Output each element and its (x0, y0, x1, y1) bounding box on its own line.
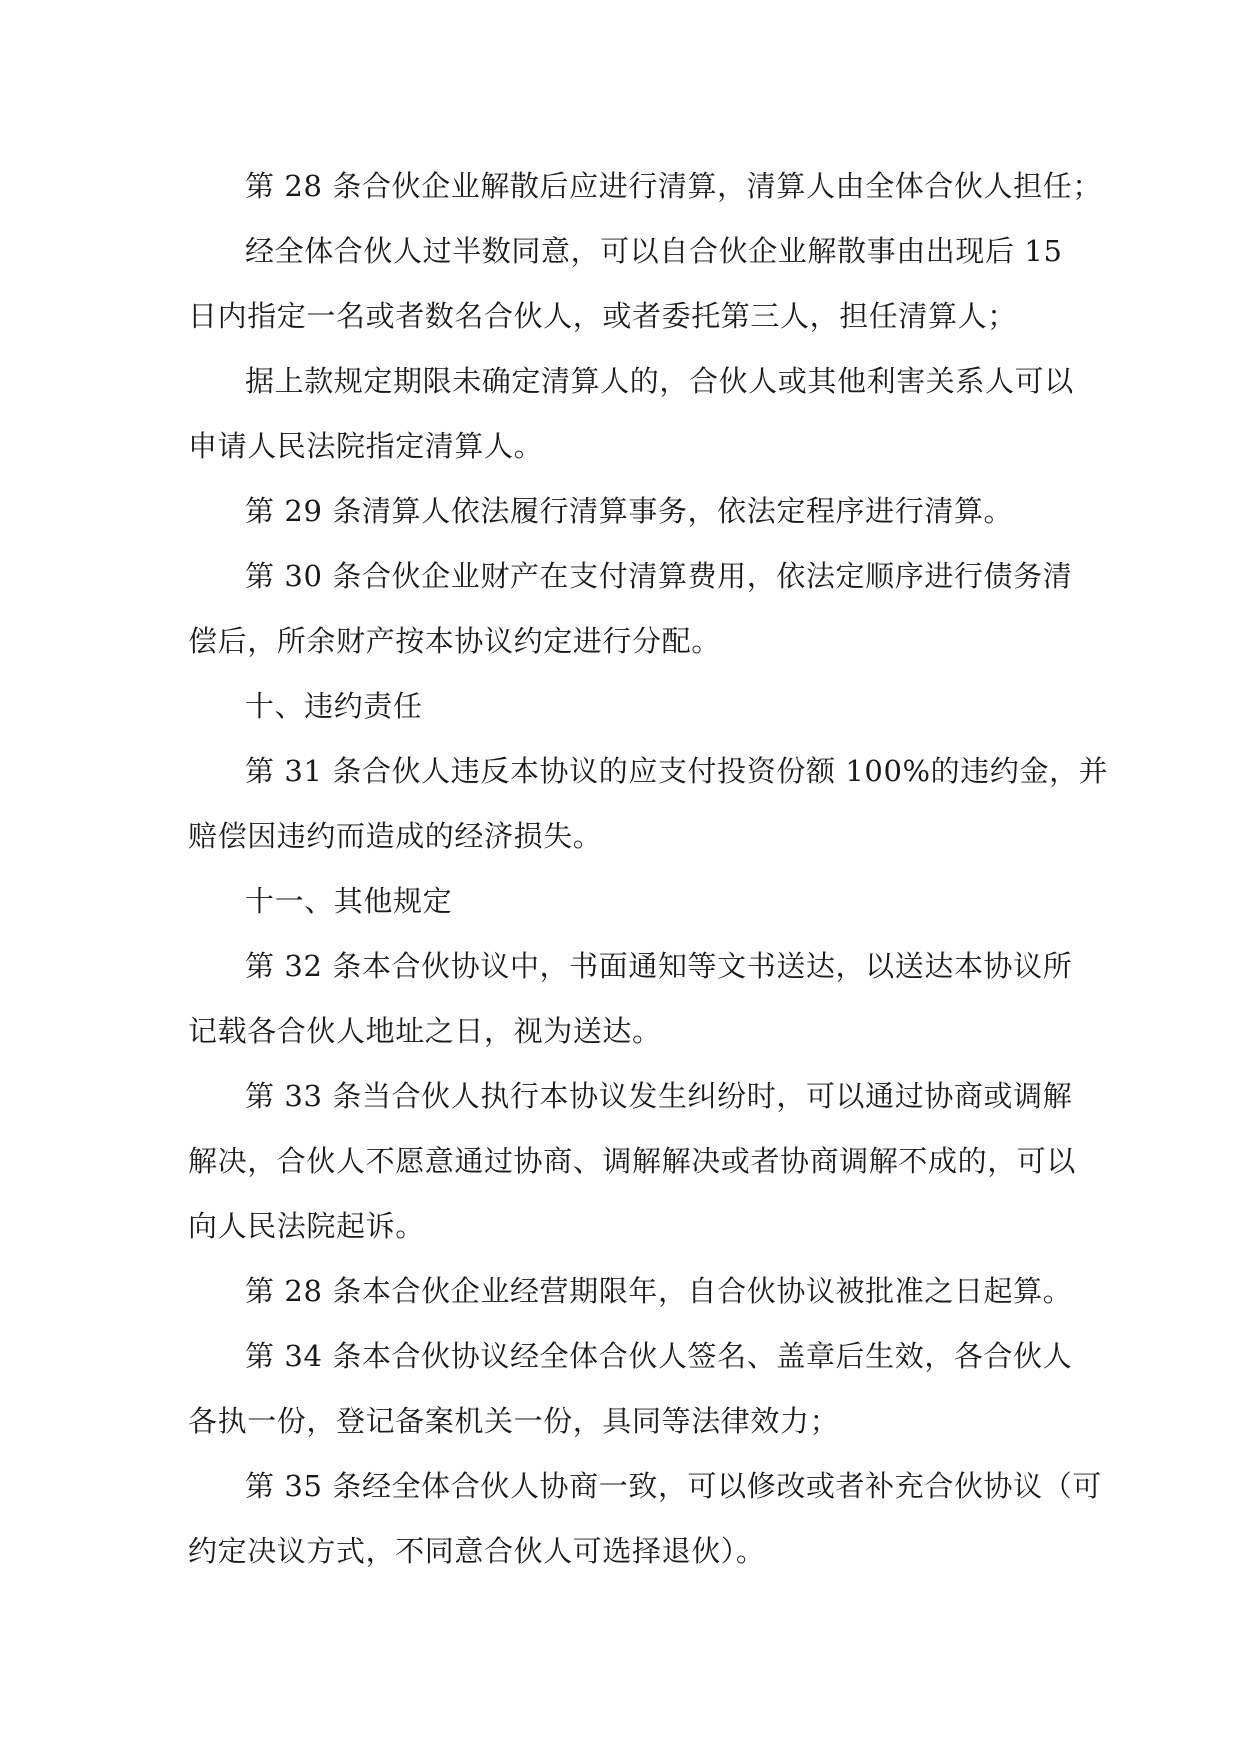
article-30-line-1: 第 30 条合伙企业财产在支付清算费用，依法定顺序进行债务清 (245, 559, 1073, 593)
article-32-line-1: 第 32 条本合伙协议中，书面通知等文书送达，以送达本协议所 (245, 949, 1073, 983)
article-34-line-2: 各执一份，登记备案机关一份，具同等法律效力； (188, 1404, 840, 1438)
article-33-line-3: 向人民法院起诉。 (188, 1209, 425, 1243)
section-heading-breach: 十、违约责任 (245, 689, 423, 723)
article-32-line-2: 记载各合伙人地址之日，视为送达。 (188, 1014, 662, 1048)
article-28-line-3: 日内指定一名或者数名合伙人，或者委托第三人，担任清算人； (188, 299, 1017, 333)
section-heading-other: 十一、其他规定 (245, 884, 453, 918)
article-31-line-2: 赔偿因违约而造成的经济损失。 (188, 819, 603, 853)
article-35-line-2: 约定决议方式，不同意合伙人可选择退伙）。 (188, 1534, 766, 1568)
article-28-liquidation-line: 第 28 条合伙企业解散后应进行清算，清算人由全体合伙人担任； (245, 169, 1102, 203)
article-33-line-2: 解决，合伙人不愿意通过协商、调解解决或者协商调解不成的，可以 (188, 1144, 1077, 1178)
article-28-line-5: 申请人民法院指定清算人。 (188, 429, 544, 463)
article-30-line-2: 偿后，所余财产按本协议约定进行分配。 (188, 624, 721, 658)
article-31-line-1: 第 31 条合伙人违反本协议的应支付投资份额 100%的违约金，并 (245, 754, 1109, 788)
article-35-line-1: 第 35 条经全体合伙人协商一致，可以修改或者补充合伙协议（可 (245, 1469, 1102, 1503)
article-28-line-4: 据上款规定期限未确定清算人的，合伙人或其他利害关系人可以 (245, 364, 1074, 398)
article-33-line-1: 第 33 条当合伙人执行本协议发生纠纷时，可以通过协商或调解 (245, 1079, 1073, 1113)
article-34-line-1: 第 34 条本合伙协议经全体合伙人签名、盖章后生效，各合伙人 (245, 1339, 1073, 1373)
article-29-line: 第 29 条清算人依法履行清算事务，依法定程序进行清算。 (245, 494, 1014, 528)
article-28-term-line: 第 28 条本合伙企业经营期限年，自合伙协议被批准之日起算。 (245, 1274, 1073, 1308)
article-28-line-2: 经全体合伙人过半数同意，可以自合伙企业解散事由出现后 15 (245, 234, 1063, 268)
